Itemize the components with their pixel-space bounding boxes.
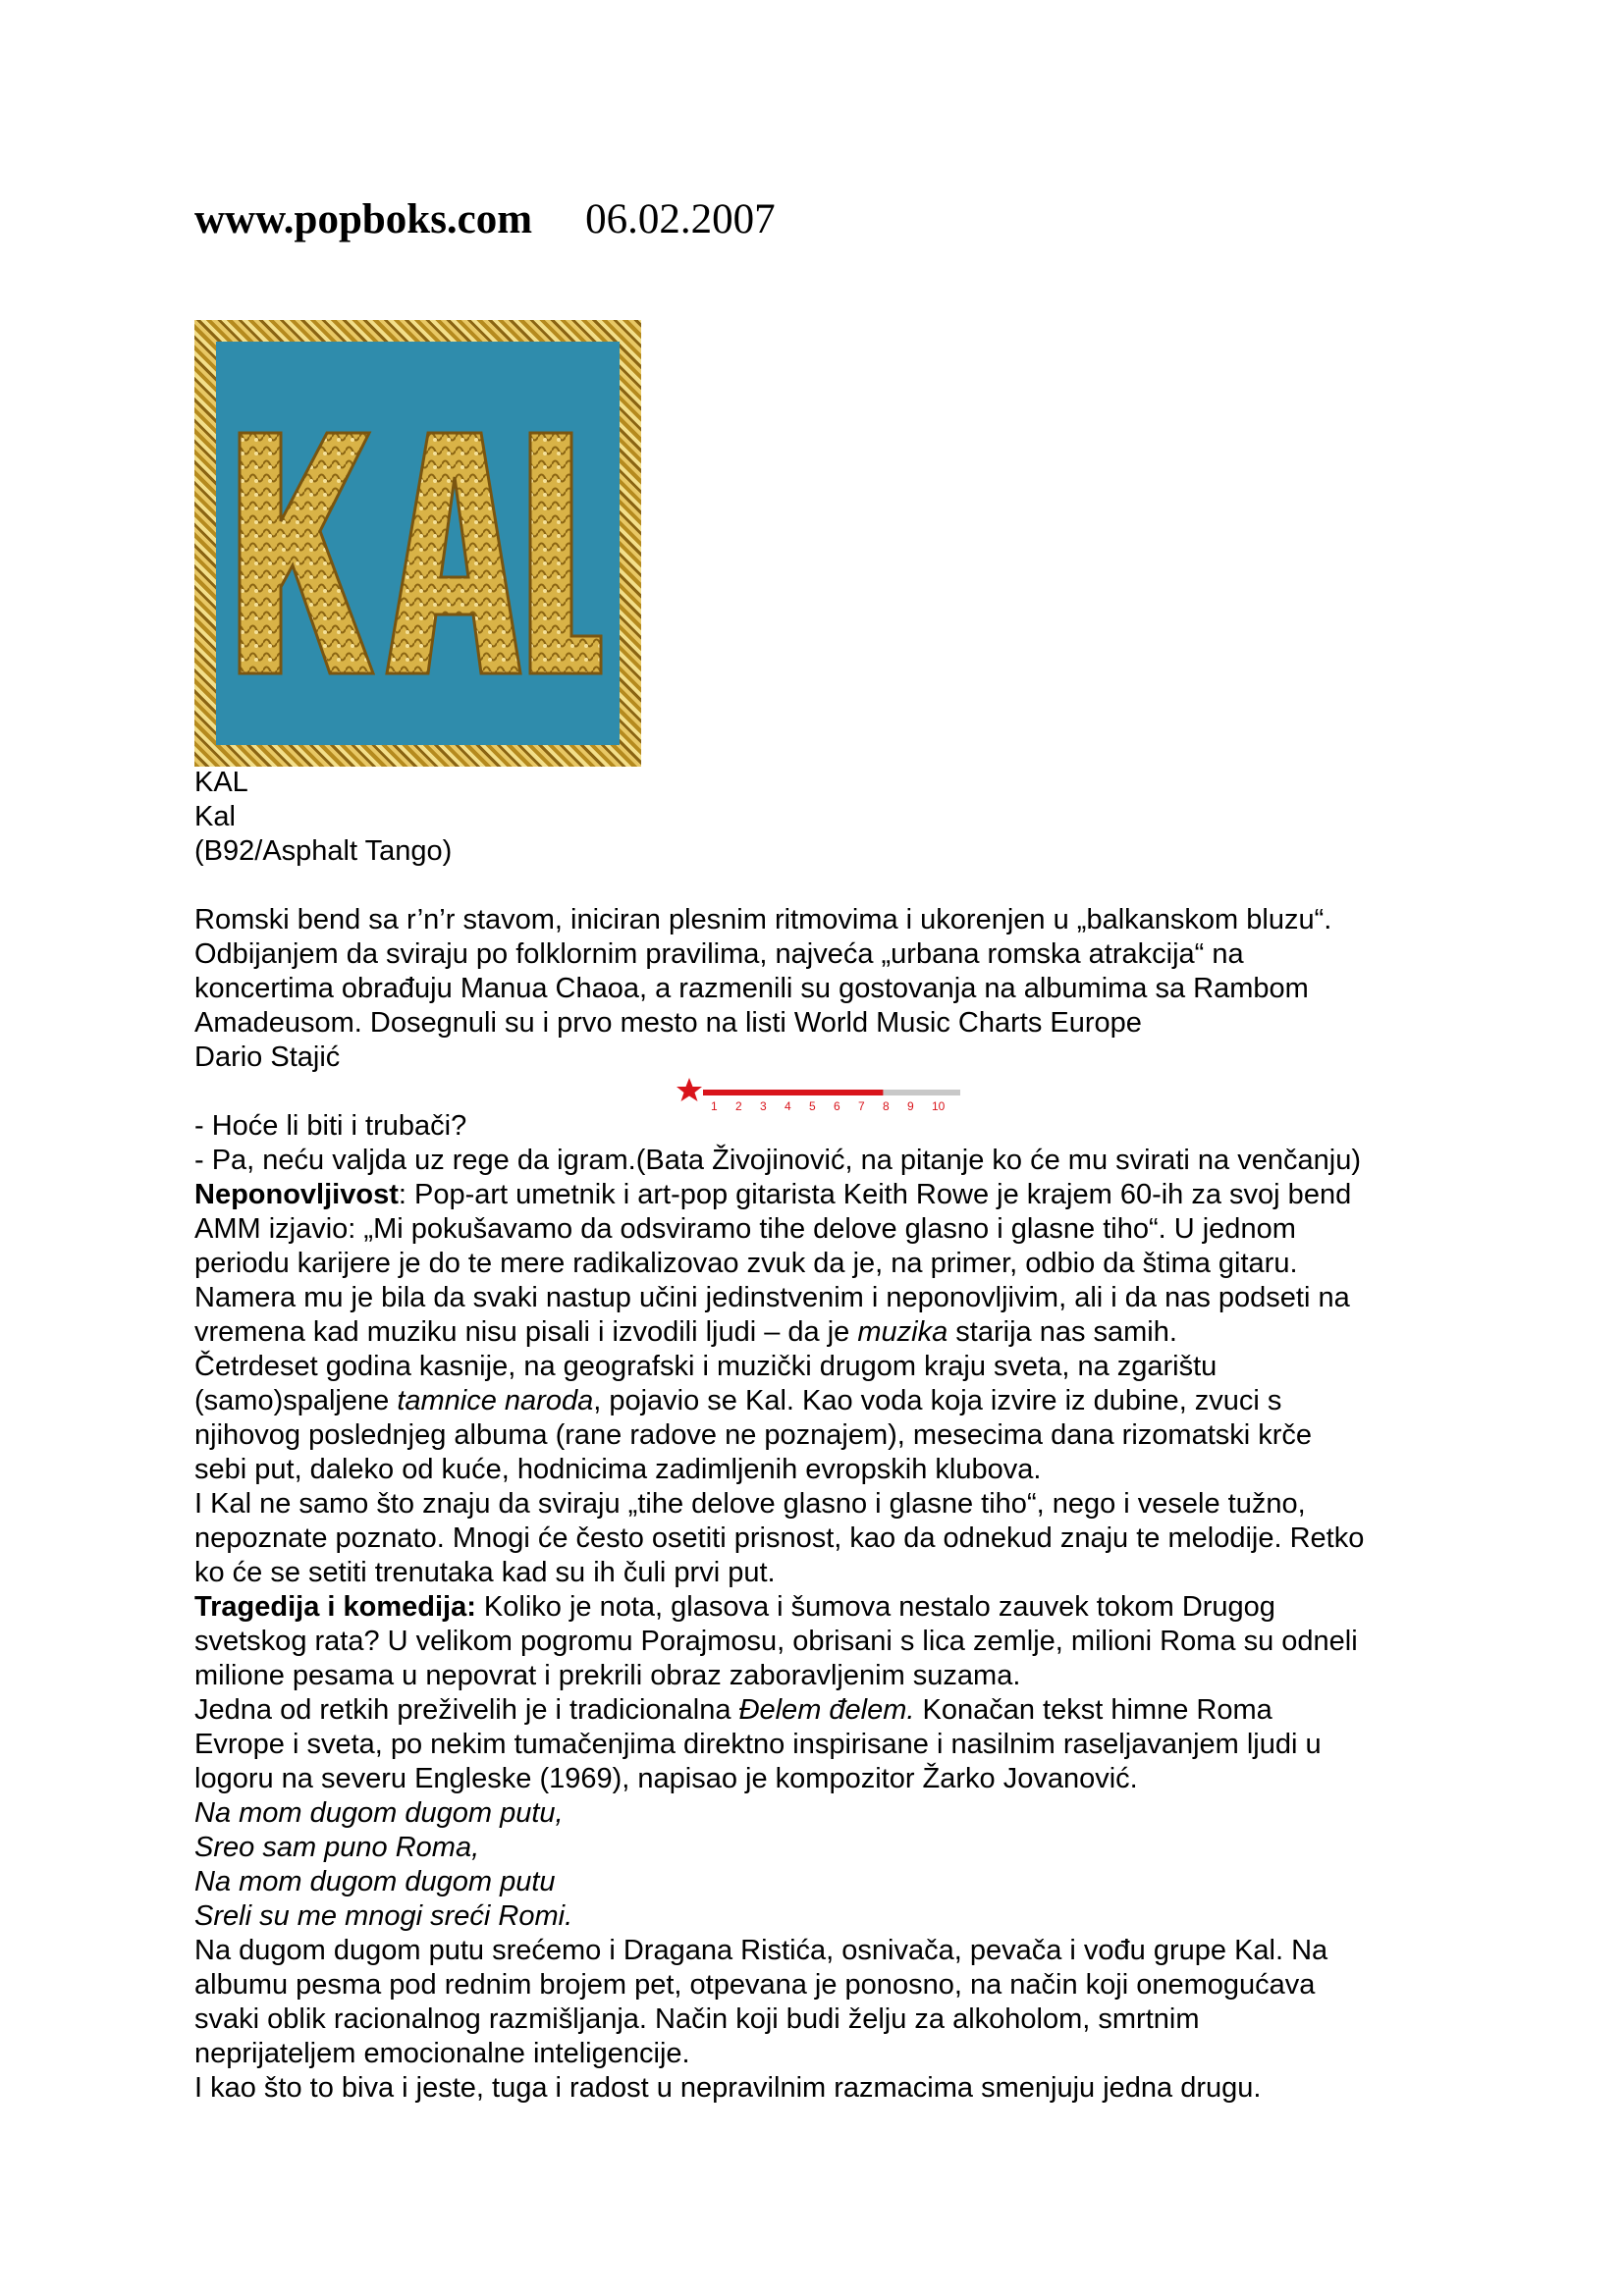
- section-heading: Neponovljivost: [194, 1179, 399, 1210]
- rating-label: 4: [785, 1099, 791, 1113]
- italic-term: Đelem đelem.: [738, 1694, 915, 1726]
- paragraph-line: Na dugom dugom putu srećemo i Dragana Ristića, osnivača, pevača i vođu grupe Kal. Na: [194, 1935, 1328, 1966]
- album-label: (B92/Asphalt Tango): [194, 835, 453, 867]
- album-artist: KAL: [194, 767, 248, 798]
- rating-label: 3: [760, 1099, 767, 1113]
- paragraph-line: nepoznate poznato. Mnogi će često osetiti prisnost, kao da odnekud znaju te melodije. Retko: [194, 1522, 1365, 1554]
- rating-label: 5: [809, 1099, 816, 1113]
- verse-line: Na mom dugom dugom putu,: [194, 1797, 564, 1829]
- paragraph-line: Namera mu je bila da svaki nastup učini jedinstvenim i neponovljivim, ali i da nas podseti na: [194, 1282, 1350, 1313]
- verse-line: Sreo sam puno Roma,: [194, 1832, 480, 1863]
- paragraph-line: njihovog poslednjeg albuma (rane radove ne poznajem), mesecima dana rizomatski krče: [194, 1419, 1313, 1451]
- paragraph-line: Jedna od retkih preživelih je i tradicionalna Đelem đelem. Konačan tekst himne Roma: [194, 1694, 1272, 1726]
- article-body: [194, 766, 1461, 2106]
- italic-term: muzika: [857, 1316, 948, 1348]
- review-line: Romski bend sa r’n’r stavom, iniciran plesnim ritmovima i ukorenjen u „balkanskom bluzu“.: [194, 904, 1332, 935]
- quote-line: - Pa, neću valjda uz rege da igram.(Bata Živojinović, na pitanje ko će mu svirati na venčanju): [194, 1145, 1361, 1176]
- italic-term: tamnice naroda: [397, 1385, 594, 1416]
- publication-date: 06.02.2007: [585, 196, 776, 242]
- paragraph-line: milione pesama u nepovrat i prekrili obraz zaboravljenim suzama.: [194, 1660, 1021, 1691]
- paragraph-line: I kao što to biva i jeste, tuga i radost u nepravilnim razmacima smenjuju jedna drugu.: [194, 2072, 1262, 2104]
- paragraph-line: Evrope i sveta, po nekim tumačenjima direktno inspirisane i nasilnim raseljavanjem ljudi u: [194, 1729, 1322, 1760]
- paragraph-line: periodu karijere je do te mere radikalizovao zvuk da je, na primer, odbio da štima gitaru.: [194, 1248, 1298, 1279]
- rating-fill: [703, 1090, 883, 1095]
- paragraph-line: sebi put, daleko od kuće, hodnicima zadimljenih evropskih klubova.: [194, 1454, 1042, 1485]
- paragraph-line: albumu pesma pod rednim brojem pet, otpevana je ponosno, na način koji onemogućava: [194, 1969, 1316, 2001]
- paragraph-line: (samo)spaljene tamnice naroda, pojavio se Kal. Kao voda koja izvire iz dubine, zvuci s: [194, 1385, 1282, 1416]
- rating-label: 9: [907, 1099, 914, 1113]
- rating-label: 7: [858, 1099, 865, 1113]
- rating-label: 6: [834, 1099, 840, 1113]
- rating-label: 10: [932, 1099, 946, 1113]
- rating-label: 2: [735, 1099, 742, 1113]
- star-icon: [677, 1078, 702, 1101]
- spacer: [194, 869, 1461, 903]
- rating-label: 8: [883, 1099, 890, 1113]
- album-title: Kal: [194, 801, 236, 832]
- paragraph-line: I Kal ne samo što znaju da sviraju „tihe delove glasno i glasne tiho“, nego i vesele tužno,: [194, 1488, 1306, 1520]
- review-line: koncertima obrađuju Manua Chaoa, a razmenili su gostovanja na albumima sa Rambom: [194, 973, 1309, 1004]
- review-author: Dario Stajić: [194, 1041, 341, 1073]
- paragraph-line: svaki oblik racionalnog razmišljanja. Način koji budi želju za alkoholom, smrtnim: [194, 2003, 1200, 2035]
- album-logo: [194, 320, 641, 767]
- section-heading: Tragedija i komedija:: [194, 1591, 476, 1623]
- rating-scale: [676, 1076, 962, 1117]
- paragraph-line: neprijateljem emocionalne inteligencije.: [194, 2038, 690, 2069]
- paragraph-line: logoru na severu Engleske (1969), napisao je kompozitor Žarko Jovanović.: [194, 1763, 1138, 1794]
- review-line: Odbijanjem da sviraju po folklornim pravilima, najveća „urbana romska atrakcija“ na: [194, 938, 1244, 970]
- paragraph-line: Tragedija i komedija: Koliko je nota, glasova i šumova nestalo zauvek tokom Drugog: [194, 1591, 1275, 1623]
- paragraph-line: Četrdeset godina kasnije, na geografski i muzički drugom kraju sveta, na zgarištu: [194, 1351, 1218, 1382]
- album-cover: [194, 320, 641, 767]
- site-url: www.popboks.com: [194, 196, 533, 242]
- paragraph-line: Neponovljivost: Pop-art umetnik i art-pop gitarista Keith Rowe je krajem 60-ih za svoj bend: [194, 1179, 1352, 1210]
- paragraph-line: AMM izjavio: „Mi pokušavamo da odsviramo tihe delove glasno i glasne tiho“. U jednom: [194, 1213, 1296, 1245]
- paragraph-line: svetskog rata? U velikom pogromu Porajmosu, obrisani s lica zemlje, milioni Roma su odneli: [194, 1626, 1358, 1657]
- paragraph-line: ko će se setiti trenutaka kad su ih čuli prvi put.: [194, 1557, 776, 1588]
- quote-line: - Hoće li biti i trubači?: [194, 1110, 467, 1142]
- verse-line: Sreli su me mnogi sreći Romi.: [194, 1900, 573, 1932]
- page-header: [194, 192, 776, 247]
- review-line: Amadeusom. Dosegnuli su i prvo mesto na listi World Music Charts Europe: [194, 1007, 1142, 1039]
- rating-label: 1: [711, 1099, 718, 1113]
- paragraph-line: vremena kad muziku nisu pisali i izvodili ljudi – da je muzika starija nas samih.: [194, 1316, 1177, 1348]
- verse-line: Na mom dugom dugom putu: [194, 1866, 556, 1897]
